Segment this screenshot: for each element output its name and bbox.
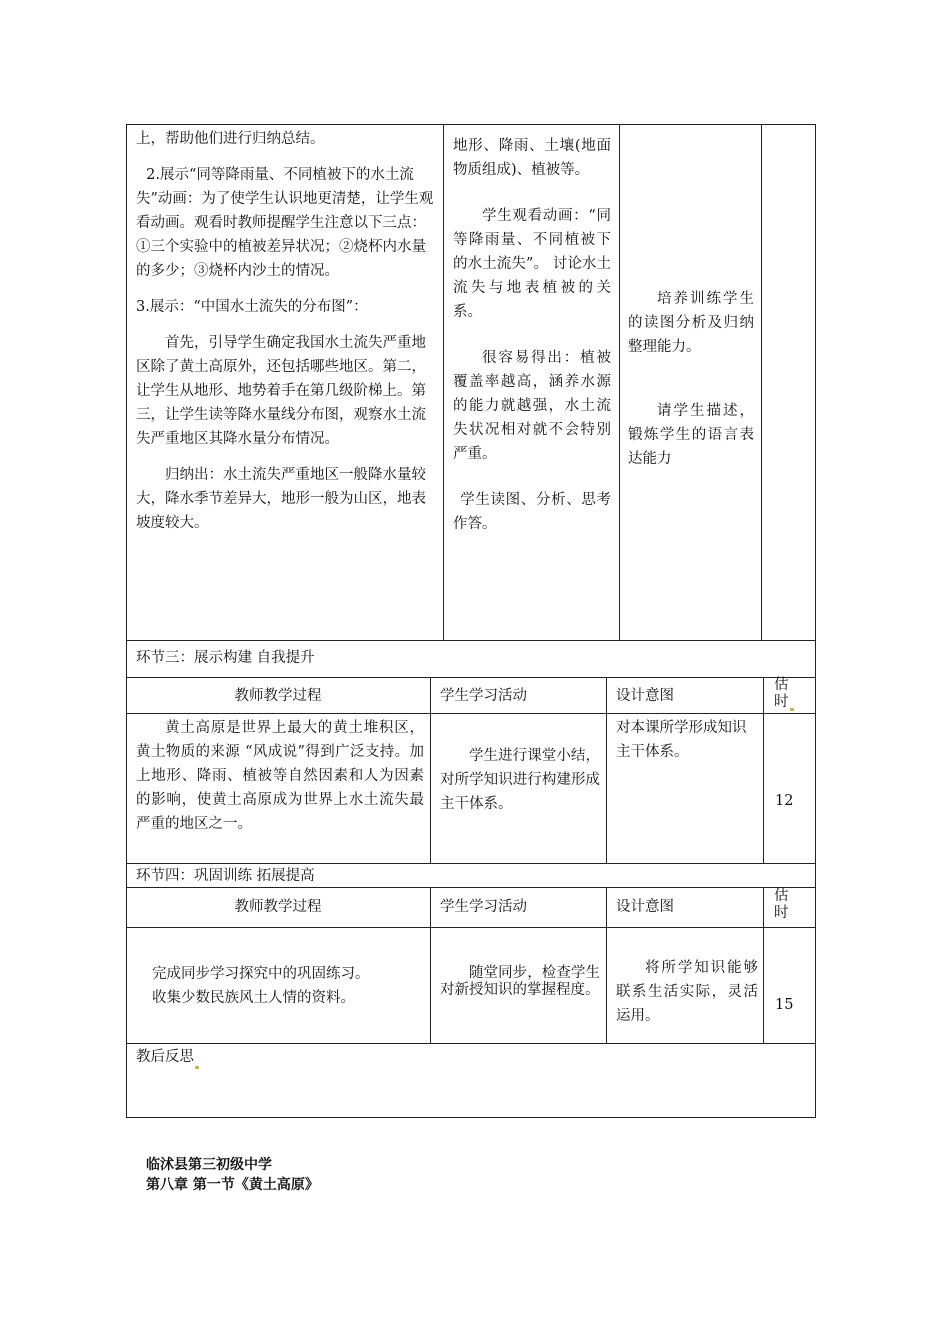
col-border (763, 887, 764, 1043)
teacher-text: 2.展示“同等降雨量、不同植被下的水土流失”动画：为了使学生认识地更清楚，让学生观看动画。观看时教师提醒学生注意以下三点：①三个实验中的植被差异状况；②烧杯内水量的多少；③烧杯内沙土的情况。 (136, 167, 434, 279)
chapter-title: 第八章 第一节《黄土高原》 (146, 1177, 319, 1193)
header-design: 设计意图 (616, 899, 674, 915)
section4-time-cell: 15 (775, 997, 794, 1013)
section3-student-cell: 学生进行课堂小结，对所学知识进行构建形成主干体系。 (440, 748, 600, 812)
edit-marker-icon (790, 708, 794, 711)
col-border (430, 677, 431, 863)
section1-design-cell (628, 287, 754, 471)
col-border (606, 887, 607, 1043)
student-text: 学生观看动画：“同等降雨量、不同植被下的水土流失”。 讨论水土流失与地表植被的关系。 (453, 208, 611, 320)
header-time (774, 677, 794, 711)
table-left-border (126, 124, 127, 1118)
section3-design-cell: 对本课所学形成知识主干体系。 (616, 720, 747, 760)
section3-title: 环节三：展示构建 自我提升 (136, 650, 315, 666)
teacher-text: 3.展示：“中国水土流失的分布图”： (136, 299, 368, 315)
section3-time-cell: 12 (775, 793, 794, 809)
row-border (126, 927, 816, 928)
row-border (126, 677, 816, 678)
school-name: 临沭县第三初级中学 (146, 1157, 272, 1173)
reflection-label-text: 教后反思 (136, 1049, 194, 1065)
student-text: 很容易得出：植被覆盖率越高，涵养水源的能力就越强，水土流失状况相对就不会特别严重。 (453, 350, 611, 462)
section4-title: 环节四：巩固训练 拓展提高 (136, 868, 315, 884)
header-time: 估时 (774, 888, 789, 921)
row-border (126, 124, 816, 125)
teacher-text: 收集少数民族风土人情的资料。 (152, 990, 355, 1006)
row-border (126, 1117, 816, 1118)
section4-student-cell: 随堂同步，检查学生对新授知识的掌握程度。 (440, 965, 600, 998)
row-border (126, 1043, 816, 1044)
row-border (126, 713, 816, 714)
col-border (606, 677, 607, 863)
header-teacher: 教师教学过程 (234, 899, 322, 915)
section4-teacher-cell (152, 962, 422, 1010)
teacher-text: 完成同步学习探究中的巩固练习。 (152, 966, 370, 982)
teacher-text: 上，帮助他们进行归纳总结。 (136, 131, 325, 147)
section4-design-cell: 将所学知识能够联系生活实际，灵活运用。 (616, 960, 758, 1024)
col-border (761, 124, 762, 640)
teacher-text: 首先，引导学生确定我国水土流失严重地区除了黄土高原外，还包括哪些地区。第二，让学生从地形、地势着手在第几级阶梯上。第三，让学生读等降水量线分布图，观察水土流失严重地区其降水量分布情况。 (136, 335, 426, 447)
row-border (126, 640, 816, 641)
col-border (430, 887, 431, 1043)
section1-student-cell (453, 134, 611, 536)
header-student: 学生学习活动 (440, 899, 527, 915)
col-border (619, 124, 620, 640)
header-teacher: 教师教学过程 (234, 688, 322, 704)
design-text: 培养训练学生的读图分析及归纳整理能力。 (628, 291, 754, 355)
header-student: 学生学习活动 (440, 688, 527, 704)
section3-teacher-cell: 黄土高原是世界上最大的黄土堆积区，黄土物质的来源 “风成说”得到广泛支持。加上地形、降雨、植被等自然因素和人为因素的影响，使黄土高原成为世界上水土流失最严重的地区之一。 (136, 720, 424, 832)
table-right-border (815, 124, 816, 1118)
edit-marker-icon (195, 1066, 199, 1069)
header-time-text: 估时 (774, 677, 789, 710)
col-border (763, 677, 764, 863)
teacher-text: 归纳出：水土流失严重地区一般降水量较大，降水季节差异大，地形一般为山区，地表坡度较大。 (136, 467, 426, 531)
reflection-label (136, 1045, 199, 1069)
student-text: 学生读图、分析、思考作答。 (453, 492, 611, 532)
section1-teacher-cell (136, 127, 436, 535)
header-design: 设计意图 (616, 688, 674, 704)
col-border (443, 124, 444, 640)
design-text: 请学生描述，锻炼学生的语言表达能力 (628, 403, 754, 467)
student-text: 地形、降雨、土壤(地面物质组成)、植被等。 (453, 138, 611, 178)
